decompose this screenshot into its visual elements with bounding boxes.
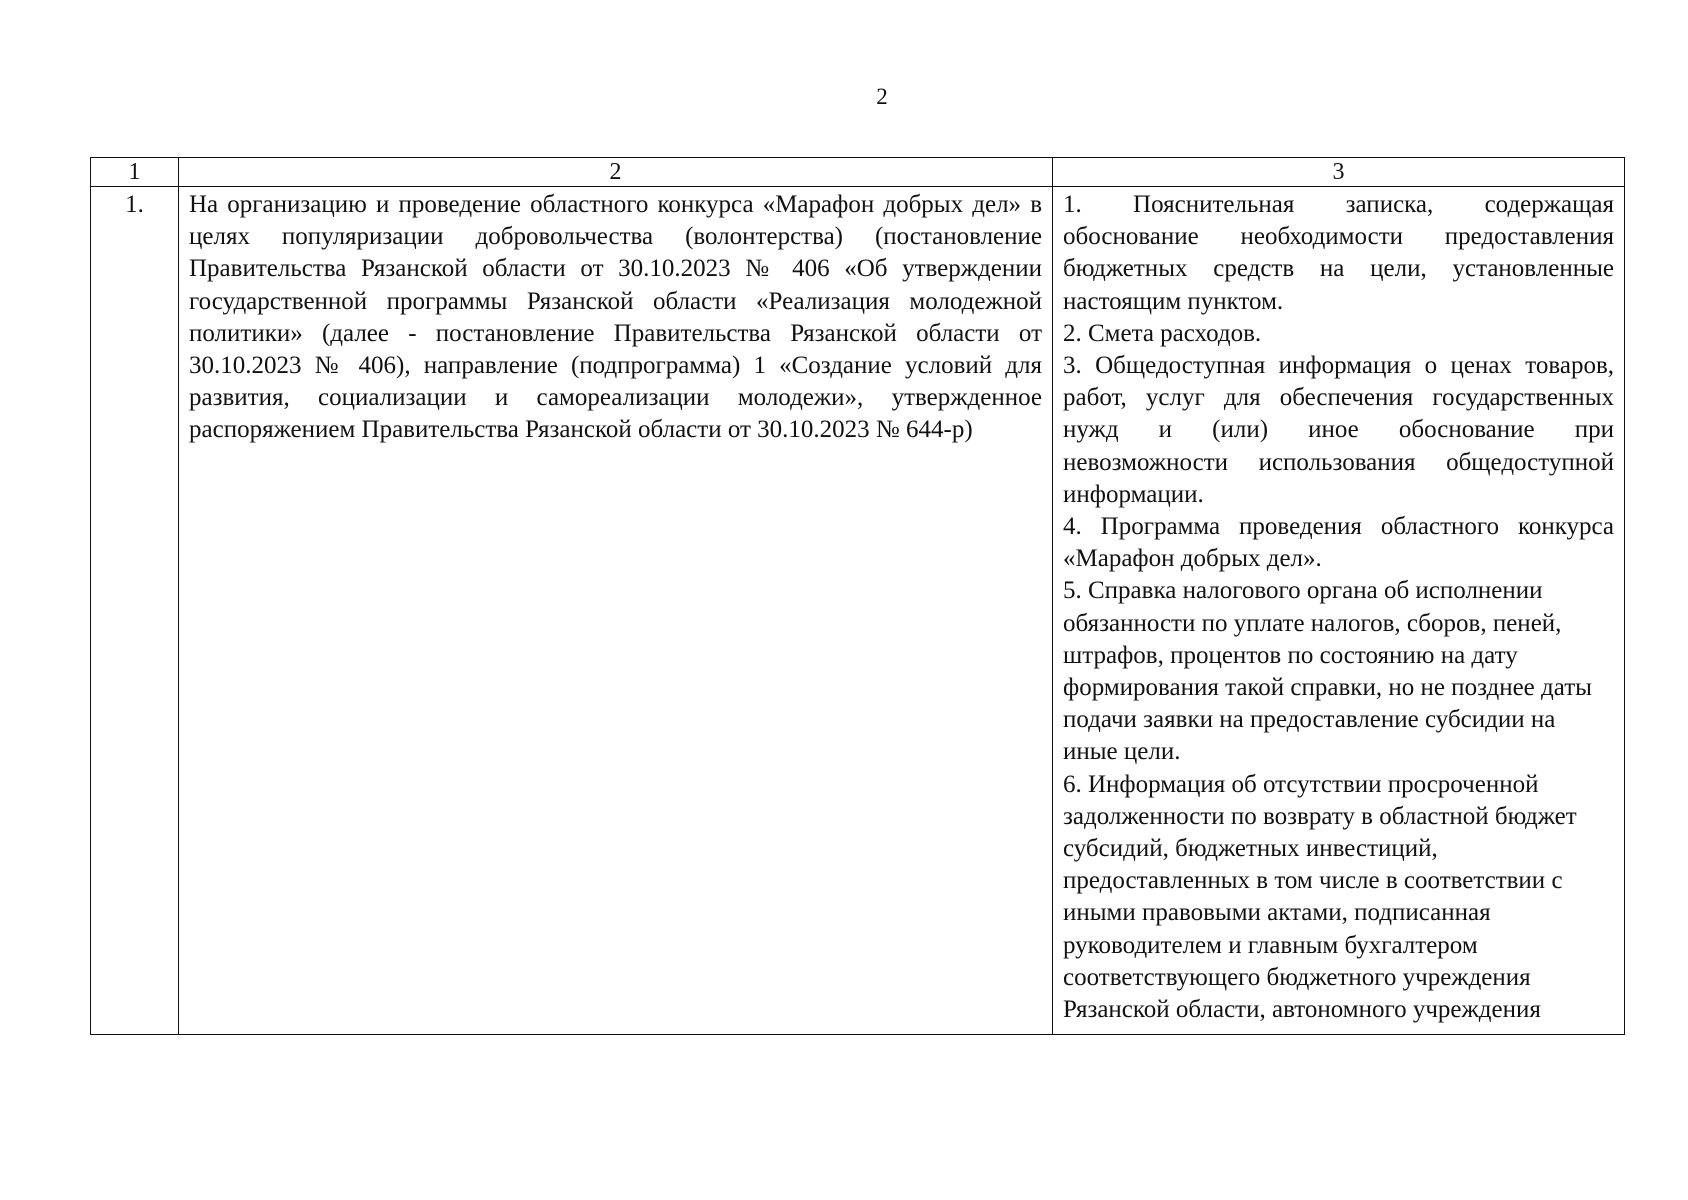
row-number: 1. [91,187,179,1035]
column-header-2: 2 [179,158,1053,187]
document-item: 6. Информация об отсутствии просроченной задолженности по возврату в областной бюджет субсидий, бюджетных инвестиций, предоставленных в том числе в соответствии с иными правовыми актами, подписанная руководителем и главным бухгалтером соответствующего бюджетного учреждения Рязанской области, автономного учреждения [1063,770,1577,1024]
document-table [90,157,1625,1035]
table-header-row [91,158,1625,187]
page-number: 2 [876,84,888,109]
table-row [91,187,1625,1035]
document-item: 5. Справка налогового органа об исполнении обязанности по уплате налогов, сборов, пеней, штрафов, процентов по состоянию на дату формирования такой справки, но не позднее даты подачи заявки на предоставление субсидии на иные цели. [1063,577,1592,766]
column-header-3: 3 [1053,158,1625,187]
document-item: 3. Общедоступная информация о ценах товаров, работ, услуг для обеспечения государственных нужд и (или) иное обоснование при невозможности использования общедоступной информации. [1063,352,1614,508]
required-documents-list [1053,187,1625,1035]
document-item: 1. Пояснительная записка, содержащая обоснование необходимости предоставления бюджетных средств на цели, установленные настоящим пунктом. [1063,191,1614,315]
row-description: На организацию и проведение областного конкурса «Марафон добрых дел» в целях популяризации добровольчества (волонтерства) (постановление Правительства Рязанской области от 30.10.2023 № 406 «Об утверждении государственной программы Рязанской области «Реализация молодежной политики» (далее - постановление Правительства Рязанской области от 30.10.2023 № 406), направление (подпрограмма) 1 «Создание условий для развития, социализации и самореализации молодежи», утвержденное распоряжением Правительства Рязанской области от 30.10.2023 № 644-р) [179,187,1053,1035]
document-item: 2. Смета расходов. [1063,319,1262,347]
document-item: 4. Программа проведения областного конкурса «Марафон добрых дел». [1063,513,1614,573]
column-header-1: 1 [91,158,179,187]
